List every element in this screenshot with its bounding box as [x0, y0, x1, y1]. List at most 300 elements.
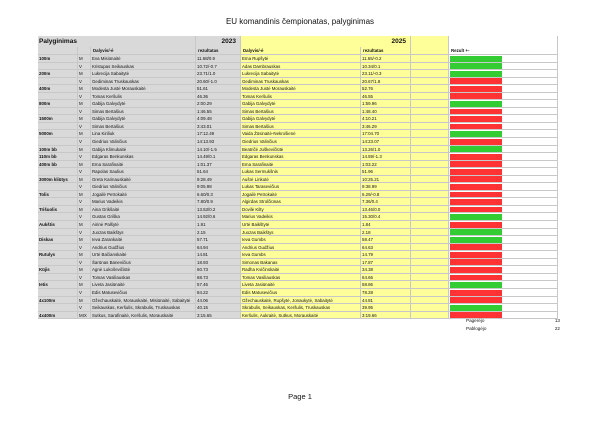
worsened-indicator [450, 161, 502, 167]
table-row [38, 108, 558, 116]
athlete-2025-cell: Skrabulis, Seikauskas, Keršulis, Truskauskas [241, 304, 361, 312]
compare-cell [449, 213, 558, 221]
result-2023-cell: 14:13.93 [196, 138, 241, 146]
event-cell [38, 229, 78, 237]
blank-cell [411, 70, 449, 78]
improved-indicator [450, 101, 502, 107]
event-cell [38, 198, 78, 206]
table-row [38, 146, 558, 154]
result-2023-cell: 10.72/-0.7 [196, 63, 241, 71]
athlete-2025-cell: Tomas Keršulis [241, 93, 361, 101]
year-2025: 2025 [241, 36, 411, 47]
result-2023-cell: 40.15 [196, 304, 241, 312]
table-row [38, 229, 558, 237]
result-2023-cell: 6.60/0.3 [196, 191, 241, 199]
gender-cell: V [78, 198, 91, 206]
event-cell [38, 304, 78, 312]
blank-cell [411, 206, 449, 214]
athlete-2025-cell: Juozas Baikštys [241, 229, 361, 237]
compare-cell [449, 100, 558, 108]
gender-cell: MIX [78, 312, 91, 320]
blank-cell [411, 259, 449, 267]
athlete-2025-cell: Urtė Baikštytė [241, 221, 361, 229]
compare-cell [449, 304, 558, 312]
blank-cell [411, 213, 449, 221]
gender-cell: M [78, 206, 91, 214]
gender-cell: M [78, 297, 91, 305]
table-row [38, 289, 558, 297]
result-2025-cell: 23.11/-0.3 [361, 70, 411, 78]
gender-cell: M [78, 251, 91, 259]
athlete-2023-cell: Giedrius Valinčius [91, 183, 196, 191]
result-2023-cell: 3:43.01 [196, 123, 241, 131]
athlete-2023-cell: Tomas Keršulis [91, 93, 196, 101]
athlete-2025-cell: Ieva Gumbs [241, 251, 361, 259]
athlete-2025-cell: Simas Bertašius [241, 108, 361, 116]
table-row [38, 93, 558, 101]
table-row [38, 161, 558, 169]
athlete-2025-cell: Gediminas Truskauskas [241, 78, 361, 86]
gender-cell: M [78, 176, 91, 184]
header-spacer [411, 36, 449, 47]
result-2023-cell: 57.46 [196, 281, 241, 289]
result-2025-cell: 17.87 [361, 259, 411, 267]
result-2023-cell: 14.92/0.6 [196, 213, 241, 221]
page-footer: Page 1 [288, 392, 312, 401]
athlete-2023-cell: Sutkus, Sarafinaitė, Keršulis, Morauskaitė [91, 312, 196, 320]
worsened-indicator [450, 109, 502, 115]
result-2025-cell: 46.55 [361, 93, 411, 101]
athlete-2025-cell: Aušrė Linkutė [241, 176, 361, 184]
table-row [38, 236, 558, 244]
result-2023-cell: 57.71 [196, 236, 241, 244]
athlete-2023-cell: Gabija Galvydytė [91, 100, 196, 108]
blank-cell [411, 229, 449, 237]
blank-cell [411, 281, 449, 289]
result-2023-cell: 11.68/0.9 [196, 55, 241, 63]
gender-cell: V [78, 153, 91, 161]
result-2025-cell: 2.18 [361, 229, 411, 237]
blank-cell [411, 123, 449, 131]
gender-cell: V [78, 213, 91, 221]
result-2025-cell: 15.30/0.4 [361, 213, 411, 221]
event-cell: 800m [38, 100, 78, 108]
compare-cell [449, 78, 558, 86]
col-athlete-2023: Dalyvis/-ė [91, 47, 196, 55]
blank-cell [411, 85, 449, 93]
athlete-2025-cell: Ožechauskaitė, Rupšytė, Jonaukytė, Sabaitytė [241, 297, 361, 305]
blank-cell [411, 266, 449, 274]
gender-cell: M [78, 100, 91, 108]
athlete-2025-cell: Simonas Bakanas [241, 259, 361, 267]
event-cell: Trišuolis [38, 206, 78, 214]
improved-indicator [450, 237, 502, 243]
blank-cell [411, 183, 449, 191]
compare-cell [449, 289, 558, 297]
athlete-2025-cell: Gabija Galvydytė [241, 115, 361, 123]
blank-cell [411, 236, 449, 244]
worsened-indicator [450, 169, 502, 175]
compare-cell [449, 221, 558, 229]
gender-cell: M [78, 85, 91, 93]
table-row [38, 281, 558, 289]
result-2023-cell: 4:09.48 [196, 115, 241, 123]
compare-cell [449, 168, 558, 176]
result-2025-cell: 3:46.29 [361, 123, 411, 131]
result-2025-cell: 14:23.07 [361, 138, 411, 146]
result-2025-cell: 39.95 [361, 304, 411, 312]
subheader-blank [411, 47, 449, 55]
result-2025-cell: 1:59.96 [361, 100, 411, 108]
worsened-indicator [450, 207, 502, 213]
athlete-2023-cell: Edgaras Benkunskas [91, 153, 196, 161]
gender-cell: V [78, 183, 91, 191]
result-2023-cell: 13.53/0.2 [196, 206, 241, 214]
compare-cell [449, 297, 558, 305]
compare-cell [449, 115, 558, 123]
table-row [38, 70, 558, 78]
table-row [38, 259, 558, 267]
result-2023-cell: 1:46.55 [196, 108, 241, 116]
result-2025-cell: 52.76 [361, 85, 411, 93]
compare-cell [449, 259, 558, 267]
athlete-2025-cell: Jogailė Petrokaitė [241, 191, 361, 199]
result-2025-cell: 13.46/0.0 [361, 206, 411, 214]
gender-cell: M [78, 130, 91, 138]
event-cell: 200m [38, 70, 78, 78]
worsened-indicator [450, 78, 502, 84]
gender-cell: M [78, 281, 91, 289]
blank-cell [411, 244, 449, 252]
compare-cell [449, 244, 558, 252]
result-2023-cell: 3:15.65 [196, 312, 241, 320]
gender-cell: V [78, 168, 91, 176]
result-2023-cell: 68.73 [196, 274, 241, 282]
worsened-indicator [450, 275, 502, 281]
athlete-2025-cell: Marius Vadeikis [241, 213, 361, 221]
athlete-2025-cell: Ieva Gumbs [241, 236, 361, 244]
result-2025-cell: 1.84 [361, 221, 411, 229]
result-2025-cell: 64.63 [361, 244, 411, 252]
compare-cell [449, 138, 558, 146]
athlete-2023-cell: Tomas Vasiliauskas [91, 274, 196, 282]
event-cell [38, 93, 78, 101]
athlete-2023-cell: Juozas Baikštys [91, 229, 196, 237]
gender-cell: V [78, 93, 91, 101]
worsened-indicator [450, 86, 502, 92]
blank-cell [411, 191, 449, 199]
event-cell: 100m bb [38, 146, 78, 154]
result-2025-cell: 6.29/-0.8 [361, 191, 411, 199]
compare-cell [449, 146, 558, 154]
blank-cell [411, 93, 449, 101]
compare-cell [449, 70, 558, 78]
gender-cell: V [78, 259, 91, 267]
athlete-2025-cell: Andrius Gudžius [241, 244, 361, 252]
worsened-indicator [450, 259, 502, 265]
event-cell: Rutulys [38, 251, 78, 259]
athlete-2023-cell: Gediminas Truskauskas [91, 78, 196, 86]
table-row [38, 183, 558, 191]
comparison-table [38, 36, 558, 319]
table-row [38, 176, 558, 184]
improved-indicator [450, 63, 502, 69]
improved-indicator [450, 71, 502, 77]
compare-cell [449, 281, 558, 289]
result-2023-cell: 64.94 [196, 244, 241, 252]
table-row [38, 266, 558, 274]
compare-cell [449, 251, 558, 259]
compare-cell [449, 183, 558, 191]
result-2023-cell: 51.61 [196, 85, 241, 93]
table-row [38, 123, 558, 131]
blank-cell [411, 153, 449, 161]
result-2023-cell: 18.93 [196, 259, 241, 267]
event-cell [38, 123, 78, 131]
worsened-indicator [450, 139, 502, 145]
athlete-2023-cell: Simas Bertašius [91, 123, 196, 131]
header-blank [449, 36, 558, 47]
table-row [38, 115, 558, 123]
table-row [38, 78, 558, 86]
athlete-2023-cell: Edis Matusevičius [91, 289, 196, 297]
compare-cell [449, 85, 558, 93]
worsened-indicator [450, 199, 502, 205]
athlete-2023-cell: Lukrecija Sabaitytė [91, 70, 196, 78]
athlete-2025-cell: Lukrecija Sabaitytė [241, 70, 361, 78]
result-2023-cell: 60.73 [196, 266, 241, 274]
table-row [38, 221, 558, 229]
result-2025-cell: 58.86 [361, 281, 411, 289]
result-2023-cell: 46.36 [196, 93, 241, 101]
result-2023-cell: 14.81 [196, 251, 241, 259]
compare-cell [449, 161, 558, 169]
result-2025-cell: 58.47 [361, 236, 411, 244]
athlete-2023-cell: Marius Vadeikis [91, 198, 196, 206]
col-result-2025: rezultatas [361, 47, 411, 55]
improved-indicator [450, 214, 502, 220]
event-cell: 4x100m [38, 297, 78, 305]
table-row [38, 55, 558, 63]
blank-cell [411, 108, 449, 116]
athlete-2023-cell: Liveta Jasiūnaitė [91, 281, 196, 289]
gender-cell: M [78, 221, 91, 229]
athlete-2025-cell: Adas Dambrauskas [241, 63, 361, 71]
result-2025-cell: 78.28 [361, 289, 411, 297]
athlete-2023-cell: Eva Misiūnaitė [91, 55, 196, 63]
blank-cell [411, 168, 449, 176]
stat-worse-value: 22 [554, 326, 560, 331]
stat-better-value: 13 [554, 318, 560, 323]
athlete-2023-cell: Lina Kiriliuk [91, 130, 196, 138]
blank-cell [411, 251, 449, 259]
table-row [38, 213, 558, 221]
worsened-indicator [450, 290, 502, 296]
stat-better [466, 318, 560, 323]
gender-cell: M [78, 70, 91, 78]
blank-cell [411, 297, 449, 305]
compare-cell [449, 206, 558, 214]
athlete-2023-cell: Giedrius Valinčius [91, 138, 196, 146]
event-cell: 100m [38, 55, 78, 63]
event-cell: 1500m [38, 115, 78, 123]
event-cell [38, 108, 78, 116]
event-cell: 400m bb [38, 161, 78, 169]
athlete-2025-cell: Algirdas Strolčiūnas [241, 198, 361, 206]
blank-cell [411, 289, 449, 297]
athlete-2023-cell: Jogailė Petrokaitė [91, 191, 196, 199]
stat-worse [466, 326, 560, 331]
table-row [38, 63, 558, 71]
table-row [38, 274, 558, 282]
athlete-2023-cell: Seikauskas, Keršulis, Skrabulis, Truskauskas [91, 304, 196, 312]
compare-cell [449, 229, 558, 237]
compare-cell [449, 236, 558, 244]
event-cell [38, 259, 78, 267]
event-cell [38, 78, 78, 86]
result-2025-cell: 7.36/0.4 [361, 198, 411, 206]
result-2023-cell: 2:00.29 [196, 100, 241, 108]
result-2025-cell: 3:19.66 [361, 312, 411, 320]
blank-cell [411, 138, 449, 146]
table-row [38, 100, 558, 108]
table-row [38, 206, 558, 214]
gender-cell: V [78, 289, 91, 297]
athlete-2023-cell: Ieva Zarankaitė [91, 236, 196, 244]
gender-cell: V [78, 229, 91, 237]
table-row [38, 198, 558, 206]
athlete-2025-cell: Liveta Jasiūnaitė [241, 281, 361, 289]
athlete-2023-cell: Ožechauskaitė, Morauskaitė, Misiūnaitė, Sabaitytė [91, 297, 196, 305]
athlete-2025-cell: Radha Kvičinskaitė [241, 266, 361, 274]
worsened-indicator [450, 297, 502, 303]
result-2025-cell: 10:25.21 [361, 176, 411, 184]
athlete-2023-cell: Agnė Lukoševičiūtė [91, 266, 196, 274]
event-cell [38, 183, 78, 191]
result-2023-cell: 2.15 [196, 229, 241, 237]
athlete-2025-cell: Modesta Justė Morauskaitė [241, 85, 361, 93]
subheader-event [38, 47, 78, 55]
col-athlete-2025: Dalyvis/-ė [241, 47, 361, 55]
blank-cell [411, 176, 449, 184]
worsened-indicator [450, 176, 502, 182]
improved-indicator [450, 282, 502, 288]
compare-cell [449, 274, 558, 282]
athlete-2025-cell: Edgaras Benkunskas [241, 153, 361, 161]
athlete-2025-cell: Beatričė Juškevičiūtė [241, 146, 361, 154]
gender-cell: V [78, 78, 91, 86]
event-cell [38, 213, 78, 221]
blank-cell [411, 312, 449, 320]
athlete-2025-cell: Vaida Žūsinaitė-Nekrošienė [241, 130, 361, 138]
result-2023-cell: 14.49/0.1 [196, 153, 241, 161]
event-cell: Aukštis [38, 221, 78, 229]
athlete-2023-cell: Airinė Palšytė [91, 221, 196, 229]
result-2025-cell: 10.34/0.1 [361, 63, 411, 71]
athlete-2025-cell: Simas Bertašius [241, 123, 361, 131]
year-2023: 2023 [196, 36, 241, 47]
blank-cell [411, 78, 449, 86]
event-cell: Kūjis [38, 266, 78, 274]
athlete-2023-cell: Simas Bertašius [91, 108, 196, 116]
event-cell: 4x400m [38, 312, 78, 320]
athlete-2023-cell: Andrius Gudžius [91, 244, 196, 252]
result-2025-cell: 14.79 [361, 251, 411, 259]
athlete-2023-cell: Šarūnas Banevičius [91, 259, 196, 267]
compare-cell [449, 176, 558, 184]
result-2023-cell: 51.64 [196, 168, 241, 176]
worsened-indicator [450, 192, 502, 198]
blank-cell [411, 63, 449, 71]
result-2023-cell: 9:28.49 [196, 176, 241, 184]
result-2025-cell: 17:04.70 [361, 130, 411, 138]
table-row [38, 138, 558, 146]
athlete-2023-cell: Gabija Klimukaitė [91, 146, 196, 154]
gender-cell: V [78, 274, 91, 282]
improved-indicator [450, 305, 502, 311]
worsened-indicator [450, 267, 502, 273]
worsened-indicator [450, 93, 502, 99]
blank-cell [411, 55, 449, 63]
event-cell [38, 289, 78, 297]
athlete-2023-cell: Rapolas Saulius [91, 168, 196, 176]
gender-cell: V [78, 123, 91, 131]
result-2025-cell: 11.65/-0.2 [361, 55, 411, 63]
blank-cell [411, 115, 449, 123]
athlete-2023-cell: Kristupas Seikauskas [91, 63, 196, 71]
result-2023-cell: 23.71/1.0 [196, 70, 241, 78]
blank-cell [411, 198, 449, 206]
athlete-2025-cell: Lukas Sermukšnis [241, 168, 361, 176]
worsened-indicator [450, 184, 502, 190]
compare-cell [449, 153, 558, 161]
result-2023-cell: 7.80/0.9 [196, 198, 241, 206]
compare-cell [449, 198, 558, 206]
result-2023-cell: 14.10/-1.5 [196, 146, 241, 154]
gender-cell: M [78, 266, 91, 274]
table-row [38, 244, 558, 252]
result-2025-cell: 13.26/1.0 [361, 146, 411, 154]
result-2023-cell: 1.91 [196, 221, 241, 229]
event-cell: Ietis [38, 281, 78, 289]
event-cell [38, 244, 78, 252]
table-subheader-row [38, 47, 558, 55]
athlete-2023-cell: Gustas Griška [91, 213, 196, 221]
table-row [38, 297, 558, 305]
worsened-indicator [450, 124, 502, 130]
event-cell [38, 168, 78, 176]
athlete-2023-cell: Greta Karinauskaitė [91, 176, 196, 184]
compare-cell [449, 266, 558, 274]
result-2025-cell: 44.81 [361, 297, 411, 305]
improved-indicator [450, 56, 502, 62]
event-cell [38, 274, 78, 282]
improved-indicator [450, 131, 502, 137]
subheader-gender [78, 47, 91, 55]
athlete-2023-cell: Ema Sarafinaitė [91, 161, 196, 169]
result-2023-cell: 84.22 [196, 289, 241, 297]
gender-cell: M [78, 161, 91, 169]
gender-cell: V [78, 244, 91, 252]
compare-cell [449, 55, 558, 63]
blank-cell [411, 100, 449, 108]
event-cell: 400m [38, 85, 78, 93]
table-label: Palyginimas [38, 36, 196, 47]
event-cell: Diskas [38, 236, 78, 244]
gender-cell: V [78, 63, 91, 71]
table-row [38, 153, 558, 161]
result-2025-cell: 34.38 [361, 266, 411, 274]
